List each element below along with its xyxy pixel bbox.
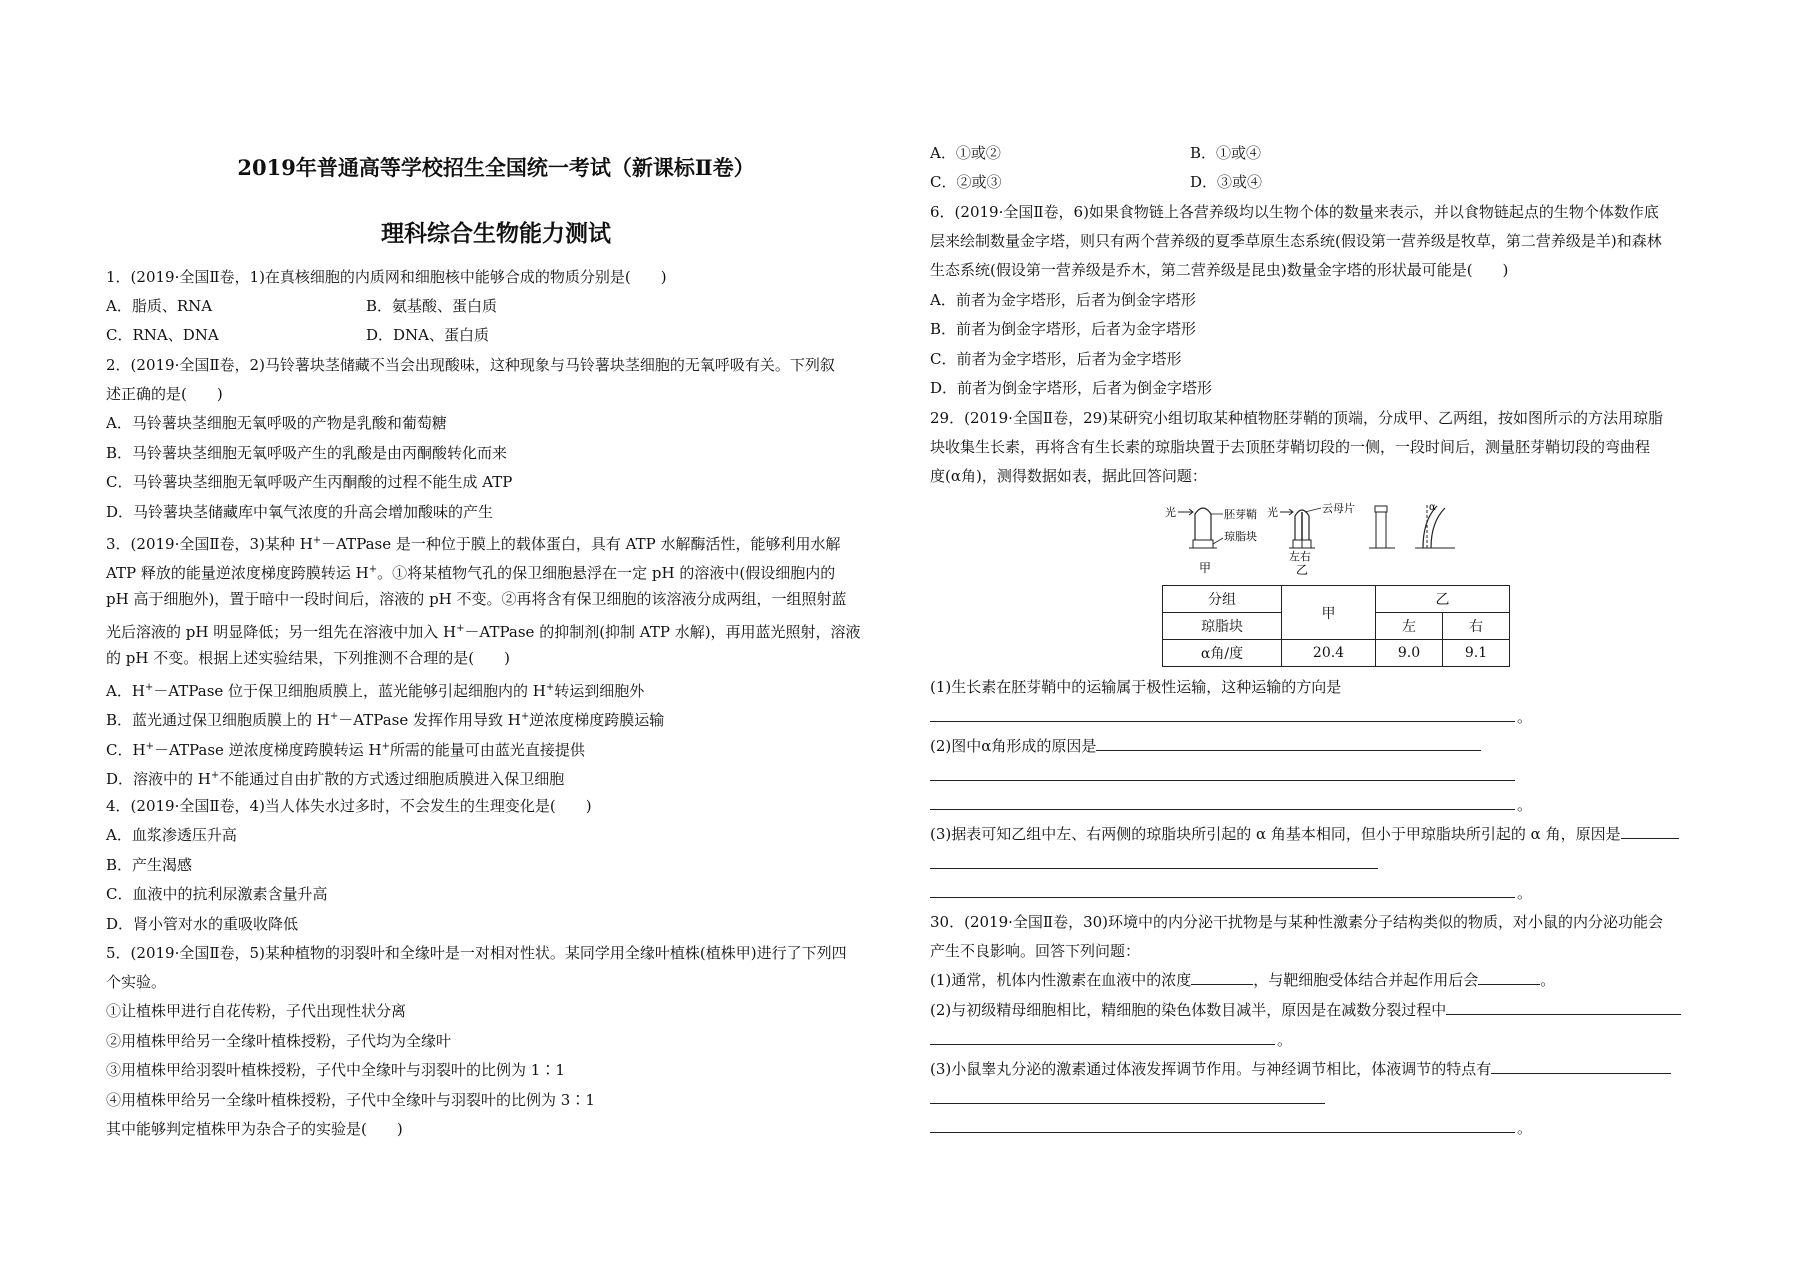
q29-data-table	[1162, 585, 1510, 667]
coleoptile-tip-jia	[1195, 508, 1211, 540]
th-jia: 甲	[1282, 586, 1376, 640]
figure-mica-label: 云母片	[1322, 502, 1355, 515]
q2-option-b: B．马铃薯块茎细胞无氧呼吸产生的乳酸是由丙酮酸转化而来	[106, 444, 508, 462]
q29-stem-2: 块收集生长素，再将含有生长素的琼脂块置于去顶胚芽鞘切段的一侧，一段时间后，测量胚芽鞘切段的弯曲程	[930, 438, 1651, 456]
q3-option-a: A．H+－ATPase 位于保卫细胞质膜上，蓝光能够引起细胞内的 H+转运到细胞外	[106, 682, 645, 700]
q2-option-a: A．马铃薯块茎细胞无氧呼吸的产物是乳酸和葡萄糖	[106, 414, 447, 432]
q30-part-2-blank-inline[interactable]	[1446, 1000, 1681, 1015]
exam-page: 2019年普通高等学校招生全国统一考试（新课标Ⅱ卷） 理科综合生物能力测试 1．(2019·全国Ⅱ卷，1)在真核细胞的内质网和细胞核中能够合成的物质分别是( ) A．脂质、RNA B．氨基酸、蛋白质 C．RNA、DNA D．DNA、蛋白质 2．(2019·全国Ⅱ卷，2)马铃薯块茎储藏不当会出现酸味，这种现象与马铃薯块茎细胞的无氧呼吸有关。下列叙 述正确的是( ) A．马铃薯块茎细胞无氧呼吸的产物是乳酸和葡萄糖 B．马铃薯块茎细胞无氧呼吸产生的乳酸是由丙酮酸转化而来 C．马铃薯块茎细胞无氧呼吸产生丙酮酸的过程不能生成 ATP D．马铃薯块茎储藏库中氧气浓度的升高会增加酸味的产生 3．(2019·全国Ⅱ卷，3)某种 H+－ATPase 是一种位于膜上的载体蛋白，具有 ATP 水解酶活性，能够利用水解 ATP 释放的能量逆浓度梯度跨膜转运 H+。①将某植物气孔的保卫细胞悬浮在一定 pH 的溶液中(假设细胞内的 pH 高于细胞外)，置于暗中一段时间后，溶液的 pH 不变。②再将含有保卫细胞的该溶液分成两组，一组照射蓝 光后溶液的 pH 明显降低；另一组先在溶液中加入 H+－ATPase 的抑制剂(抑制 ATP 水解)，再用蓝光照射，溶液 的 pH 不变。根据上述实验结果，下列推测不合理的是( ) A．H+－ATPase 位于保卫细胞质膜上，蓝光能够引起细胞内的 H+转运到细胞外 B．蓝光通过保卫细胞质膜上的 H+－ATPase 发挥作用导致 H+逆浓度梯度跨膜运输 C．H+－ATPase 逆浓度梯度跨膜转运 H+所需的能量可由蓝光直接提供 D．溶液中的 H+不能通过自由扩散的方式透过细胞质膜进入保卫细胞 4．(2019·全国Ⅱ卷，4)当人体失水过多时，不会发生的生理变化是( ) A．血浆渗透压升高 B．产生渴感 C．血液中的抗利尿激素含量升高 D．肾小管对水的重吸收降低 5．(2019·全国Ⅱ卷，5)某种植物的羽裂叶和全缘叶是一对相对性状。某同学用全缘叶植株(植株甲)进行了下列四 个实验。 ①让植株甲进行自花传粉，子代出现性状分离 ②用植株甲给另一全缘叶植株授粉，子代均为全缘叶 ③用植株甲给羽裂叶植株授粉，子代中全缘叶与羽裂叶的比例为 1∶1 ④用植株甲给另一全缘叶植株授粉，子代中全缘叶与羽裂叶的比例为 3∶1 其中能够判定植株甲为杂合子的实验是( ) A．①或② B．①或④ C．②或③ D．③或④ 6．(2019·全国Ⅱ卷，6)如果食物链上各营养级均以生物个体的数量来表示，并以食物链起点的生物个体数作底 层来绘制数量金字塔，则只有两个营养级的夏季草原生态系统(假设第一营养级是牧草，第二营养级是羊)和森林 生态系统(假设第一营养级是乔木，第二营养级是昆虫)数量金字塔的形状最可能是( ) A．前者为金字塔形，后者为倒金字塔形 B．前者为倒金字塔形，后者为金字塔形 C．前者为金字塔形，后者为金字塔形 D．前者为倒金字塔形，后者为倒金字塔形 29．(2019·全国Ⅱ卷，29)某研究小组切取某种植物胚芽鞘的顶端，分成甲、乙两组，按如图所示的方法用琼脂 块收集生长素，再将含有生长素的琼脂块置于去顶胚芽鞘切段的一侧，一段时间后，测量胚芽鞘切段的弯曲程 度(α角)，测得数据如表，据此回答问题： 光 胚芽鞘 琼脂块 甲 光 云母片 左右 乙 α 分组 甲 乙 琼脂块 左 右 α角/度 20.4 9.0 9.1 (1)生长素在胚芽鞘中的运输属于极性运输，这种运输的方向是 。 (2)图中α角形成的原因是 。 (3)据表可知乙组中左、右两侧的琼脂块所引起的 α 角基本相同，但小于甲琼脂块所引起的 α 角，原因是 。 30．(2019·全国Ⅱ卷，30)环境中的内分泌干扰物是与某种性激素分子结构类似的物质，对小鼠的内分泌功能会 产生不良影响。回答下列问题： (1)通常，机体内性激素在血液中的浓度 ，与靶细胞受体结合并起作用后会 。 (2)与初级精母细胞相比，精细胞的染色体数目减半，原因是在减数分裂过程中 。 (3)小鼠睾丸分泌的激素通过体液发挥调节作用。与神经调节相比，体液调节的特点有 。	[0, 0, 1815, 1282]
q30-part-2: (2)与初级精母细胞相比，精细胞的染色体数目减半，原因是在减数分裂过程中	[930, 1000, 1681, 1020]
q29-part-1-blank[interactable]	[930, 705, 1515, 722]
q30-part-3-blank-inline[interactable]	[1491, 1059, 1671, 1074]
q4-option-b: B．产生渴感	[106, 856, 193, 874]
q5-experiment-3: ③用植株甲给羽裂叶植株授粉，子代中全缘叶与羽裂叶的比例为 1∶1	[106, 1061, 565, 1079]
q3-stem-3: pH 高于细胞外)，置于暗中一段时间后，溶液的 pH 不变。②再将含有保卫细胞的该溶液分成两组，一组照射蓝	[106, 590, 847, 608]
figure-light-label-jia: 光	[1165, 506, 1176, 519]
q5-experiment-1: ①让植株甲进行自花传粉，子代出现性状分离	[106, 1002, 407, 1020]
q6-option-a: A．前者为金字塔形，后者为倒金字塔形	[930, 291, 1196, 309]
figure-label-jia: 甲	[1199, 561, 1212, 575]
cell-jia: 20.4	[1282, 640, 1376, 667]
q2-option-c: C．马铃薯块茎细胞无氧呼吸产生丙酮酸的过程不能生成 ATP	[106, 473, 513, 491]
q29-stem-1: 29．(2019·全国Ⅱ卷，29)某研究小组切取某种植物胚芽鞘的顶端，分成甲、乙两组，按如图所示的方法用琼脂	[930, 409, 1664, 427]
q30-part-1-blank-1[interactable]	[1191, 970, 1253, 985]
q4-option-c: C．血液中的抗利尿激素含量升高	[106, 885, 328, 903]
coleoptile-experiment-figure	[1165, 500, 1465, 580]
q3-stem-1: 3．(2019·全国Ⅱ卷，3)某种 H+－ATPase 是一种位于膜上的载体蛋白，具有 ATP 水解酶活性，能够利用水解	[106, 535, 841, 553]
agar-block-left	[1293, 540, 1302, 548]
q30-part-1: (1)通常，机体内性激素在血液中的浓度 ，与靶细胞受体结合并起作用后会 。	[930, 971, 1556, 989]
q30-part-3-blank-2[interactable]	[930, 1087, 1325, 1104]
q5-options-cd	[930, 172, 1262, 192]
q29-part-2: (2)图中α角形成的原因是	[930, 736, 1481, 756]
q1-option-a: A．脂质、RNA	[106, 297, 213, 315]
q6-stem-1: 6．(2019·全国Ⅱ卷，6)如果食物链上各营养级均以生物个体的数量来表示，并以食物链起点的生物个体数作底	[930, 203, 1659, 221]
q2-stem-1: 2．(2019·全国Ⅱ卷，2)马铃薯块茎储藏不当会出现酸味，这种现象与马铃薯块茎细胞的无氧呼吸有关。下列叙	[106, 356, 835, 374]
q5-options-ab	[930, 143, 1261, 163]
q4-stem: 4．(2019·全国Ⅱ卷，4)当人体失水过多时，不会发生的生理变化是( )	[106, 797, 592, 815]
figure-agar-label: 琼脂块	[1224, 530, 1257, 543]
q5-option-a: A．①或②	[930, 144, 1001, 162]
cell-left: 9.0	[1376, 640, 1443, 667]
q29-part-3-blank-inline[interactable]	[1621, 824, 1679, 839]
q30-part-1-blank-2[interactable]	[1478, 970, 1540, 985]
q6-option-c: C．前者为金字塔形，后者为金字塔形	[930, 350, 1182, 368]
q29-part-3: (3)据表可知乙组中左、右两侧的琼脂块所引起的 α 角基本相同，但小于甲琼脂块所引起的 α 角，原因是	[930, 824, 1679, 844]
agar-block-right	[1302, 540, 1311, 548]
q3-option-d: D．溶液中的 H+不能通过自由扩散的方式透过细胞质膜进入保卫细胞	[106, 770, 565, 788]
q29-stem-3: 度(α角)，测得数据如表，据此回答问题：	[930, 467, 1207, 485]
q2-option-d: D．马铃薯块茎储藏库中氧气浓度的升高会增加酸味的产生	[106, 503, 494, 521]
figure-label-yi: 乙	[1296, 563, 1309, 577]
th-group: 分组	[1163, 586, 1282, 613]
q5-experiment-2: ②用植株甲给另一全缘叶植株授粉，子代均为全缘叶	[106, 1032, 452, 1050]
q3-stem-5: 的 pH 不变。根据上述实验结果，下列推测不合理的是( )	[106, 649, 510, 667]
th-yi: 乙	[1376, 586, 1510, 613]
q4-option-a: A．血浆渗透压升高	[106, 826, 237, 844]
q1-options-cd	[106, 325, 489, 345]
q30-stem-2: 产生不良影响。回答下列问题：	[930, 942, 1141, 960]
q6-option-d: D．前者为倒金字塔形，后者为倒金字塔形	[930, 379, 1213, 397]
figure-left-right-label: 左右	[1289, 550, 1311, 563]
q1-option-c: C．RNA、DNA	[106, 326, 219, 344]
cell-right: 9.1	[1443, 640, 1510, 667]
q30-part-2-blank-2[interactable]	[930, 1028, 1275, 1045]
q3-option-b: B．蓝光通过保卫细胞质膜上的 H+－ATPase 发挥作用导致 H+逆浓度梯度跨膜运输	[106, 711, 665, 729]
q29-part-2-blank-inline[interactable]	[1096, 736, 1481, 751]
q30-part-3: (3)小鼠睾丸分泌的激素通过体液发挥调节作用。与神经调节相比，体液调节的特点有	[930, 1059, 1671, 1079]
q29-part-3-blank-2[interactable]	[930, 852, 1378, 869]
q5-question: 其中能够判定植株甲为杂合子的实验是( )	[106, 1120, 403, 1138]
q4-option-d: D．肾小管对水的重吸收降低	[106, 915, 299, 933]
q5-experiment-4: ④用植株甲给另一全缘叶植株授粉，子代中全缘叶与羽裂叶的比例为 3∶1	[106, 1091, 595, 1109]
agar-block-jia	[1193, 540, 1213, 548]
q29-part-3-blank-3[interactable]	[930, 881, 1515, 898]
figure-light-label-yi: 光	[1267, 506, 1278, 519]
q3-option-c: C．H+－ATPase 逆浓度梯度跨膜转运 H+所需的能量可由蓝光直接提供	[106, 741, 585, 759]
q30-part-3-blank-3[interactable]	[930, 1116, 1515, 1133]
agar-on-segment	[1375, 506, 1387, 512]
decapitated-segment	[1376, 512, 1386, 548]
q30-stem-1: 30．(2019·全国Ⅱ卷，30)环境中的内分泌干扰物是与某种性激素分子结构类似的物质，对小鼠的内分泌功能会	[930, 913, 1664, 931]
q5-option-d: D．③或④	[1190, 173, 1263, 191]
q5-stem-1: 5．(2019·全国Ⅱ卷，5)某种植物的羽裂叶和全缘叶是一对相对性状。某同学用全缘叶植株(植株甲)进行了下列四	[106, 944, 847, 962]
q6-stem-3: 生态系统(假设第一营养级是乔木，第二营养级是昆虫)数量金字塔的形状最可能是( )	[930, 261, 1509, 279]
exam-subtitle: 理科综合生物能力测试	[381, 220, 611, 247]
bent-segment-right	[1431, 508, 1445, 548]
exam-title: 2019年普通高等学校招生全国统一考试（新课标Ⅱ卷）	[237, 155, 755, 180]
th-agar: 琼脂块	[1163, 613, 1282, 640]
q1-stem: 1．(2019·全国Ⅱ卷，1)在真核细胞的内质网和细胞核中能够合成的物质分别是( )	[106, 268, 667, 286]
q5-stem-2: 个实验。	[106, 973, 167, 991]
q6-option-b: B．前者为倒金字塔形，后者为金字塔形	[930, 320, 1197, 338]
th-left: 左	[1376, 613, 1443, 640]
q1-option-d: D．DNA、蛋白质	[366, 326, 490, 344]
q29-part-2-blank-3[interactable]	[930, 793, 1515, 810]
q5-option-b: B．①或④	[1190, 144, 1262, 162]
q3-stem-4: 光后溶液的 pH 明显降低；另一组先在溶液中加入 H+－ATPase 的抑制剂(抑制 ATP 水解)，再用蓝光照射，溶液	[106, 623, 861, 641]
q3-stem-2: ATP 释放的能量逆浓度梯度跨膜转运 H+。①将某植物气孔的保卫细胞悬浮在一定 pH 的溶液中(假设细胞内的	[106, 564, 836, 582]
figure-alpha-label: α	[1429, 502, 1436, 513]
q5-option-c: C．②或③	[930, 173, 1002, 191]
q29-part-1: (1)生长素在胚芽鞘中的运输属于极性运输，这种运输的方向是	[930, 678, 1342, 696]
q6-stem-2: 层来绘制数量金字塔，则只有两个营养级的夏季草原生态系统(假设第一营养级是牧草，第二营养级是羊)和森林	[930, 232, 1662, 250]
q2-stem-2: 述正确的是( )	[106, 385, 223, 403]
th-right: 右	[1443, 613, 1510, 640]
q1-option-b: B．氨基酸、蛋白质	[366, 297, 498, 315]
q29-part-2-blank-2[interactable]	[930, 764, 1515, 781]
q1-options-ab	[106, 296, 497, 316]
figure-coleoptile-label: 胚芽鞘	[1224, 508, 1257, 521]
th-angle: α角/度	[1163, 640, 1282, 667]
